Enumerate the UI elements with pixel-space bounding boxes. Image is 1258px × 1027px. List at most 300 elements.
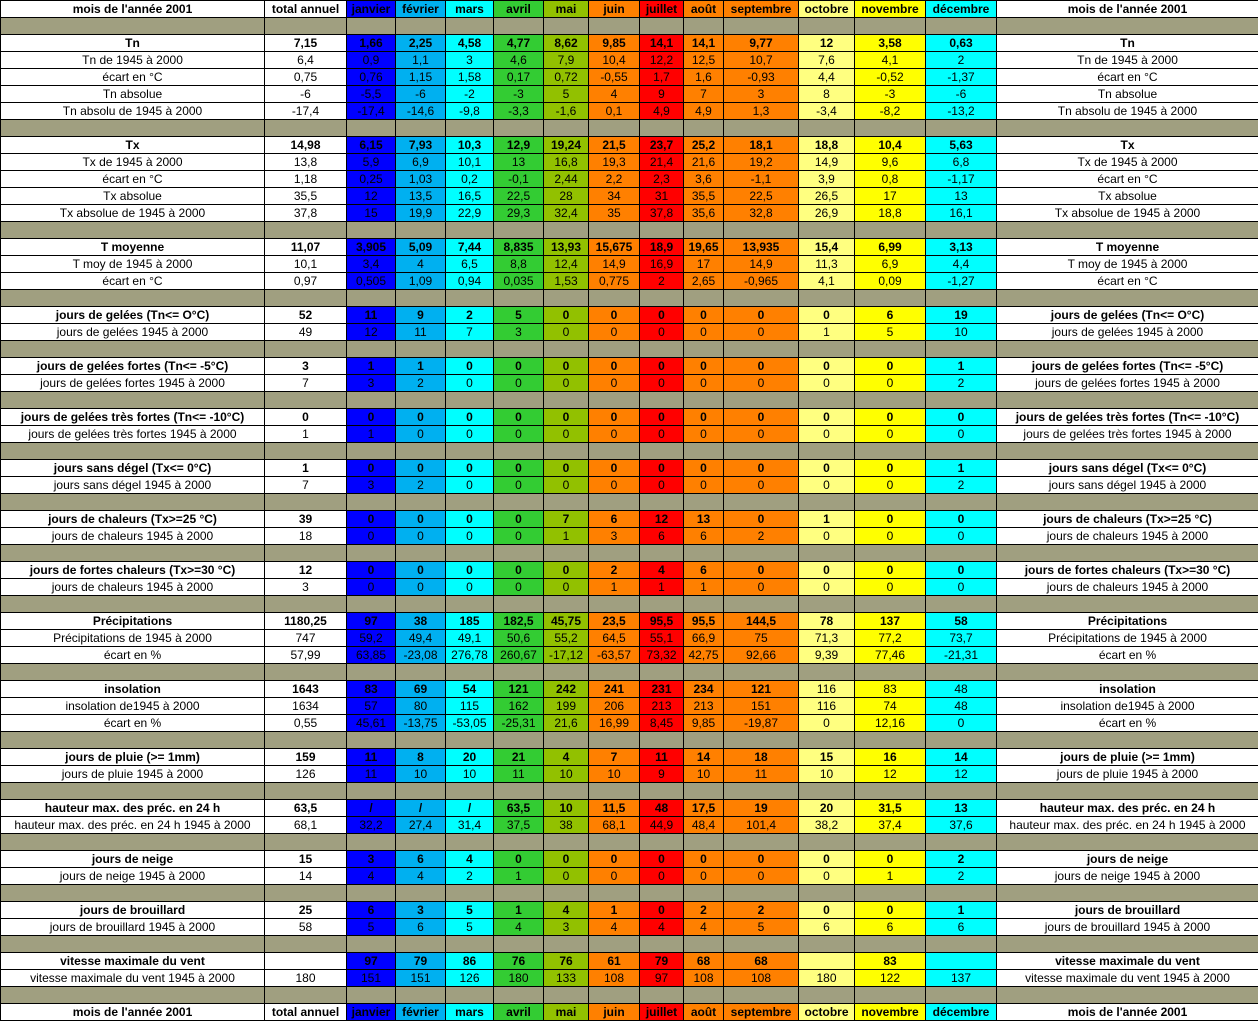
separator-cell: [724, 222, 799, 239]
month-value-2: 126: [446, 970, 494, 987]
separator-cell: [997, 732, 1258, 749]
month-value-8: 75: [724, 630, 799, 647]
separator-row: [1, 596, 1258, 613]
row-label: jours de neige: [1, 851, 265, 868]
separator-cell: [446, 885, 494, 902]
month-value-5: 35: [589, 205, 640, 222]
row-label-right: Précipitations: [997, 613, 1258, 630]
month-value-5: 19,3: [589, 154, 640, 171]
separator-cell: [589, 987, 640, 1004]
month-value-4: 0: [544, 375, 589, 392]
month-value-3: 22,5: [494, 188, 544, 205]
month-value-7: 6: [684, 562, 724, 579]
month-value-7: 10: [684, 766, 724, 783]
month-value-3: 182,5: [494, 613, 544, 630]
month-value-6: 1,7: [640, 69, 684, 86]
month-value-8: -0,965: [724, 273, 799, 290]
separator-cell: [265, 18, 347, 35]
row-label: insolation de1945 à 2000: [1, 698, 265, 715]
month-value-2: 49,1: [446, 630, 494, 647]
table-row: [1, 409, 1258, 426]
month-value-10: 83: [855, 681, 926, 698]
month-value-9: 20: [799, 800, 855, 817]
separator-cell: [684, 664, 724, 681]
month-value-7: 1,6: [684, 69, 724, 86]
month-value-4: 8,62: [544, 35, 589, 52]
month-value-4: 0,72: [544, 69, 589, 86]
separator-cell: [724, 987, 799, 1004]
separator-cell: [1, 664, 265, 681]
header-month-3: avril: [494, 1004, 544, 1021]
separator-cell: [265, 443, 347, 460]
separator-cell: [1, 783, 265, 800]
month-value-3: 37,5: [494, 817, 544, 834]
row-label-right: jours de chaleurs 1945 à 2000: [997, 579, 1258, 596]
month-value-8: 19: [724, 800, 799, 817]
month-value-7: 13: [684, 511, 724, 528]
month-value-10: 0: [855, 511, 926, 528]
table-row: [1, 511, 1258, 528]
month-value-5: 11,5: [589, 800, 640, 817]
month-value-3: -3: [494, 86, 544, 103]
month-value-6: 11: [640, 749, 684, 766]
row-label: Précipitations: [1, 613, 265, 630]
row-label: jours de chaleurs 1945 à 2000: [1, 528, 265, 545]
bottom-header-row: [1, 1004, 1258, 1021]
row-total: 63,5: [265, 800, 347, 817]
row-label: écart en %: [1, 715, 265, 732]
month-value-9: 116: [799, 681, 855, 698]
month-value-6: 0: [640, 902, 684, 919]
month-value-5: 9,85: [589, 35, 640, 52]
row-label-right: jours de gelées fortes 1945 à 2000: [997, 375, 1258, 392]
month-value-1: 11: [396, 324, 446, 341]
month-value-8: 19,2: [724, 154, 799, 171]
row-label-right: écart en °C: [997, 273, 1258, 290]
row-label-right: jours de pluie (>= 1mm): [997, 749, 1258, 766]
month-value-6: 97: [640, 970, 684, 987]
row-label: jours de brouillard 1945 à 2000: [1, 919, 265, 936]
row-total: 180: [265, 970, 347, 987]
month-value-1: 0: [396, 562, 446, 579]
row-label-right: jours de pluie 1945 à 2000: [997, 766, 1258, 783]
month-value-8: 0: [724, 477, 799, 494]
month-value-11: 0: [926, 579, 997, 596]
month-value-1: 4: [396, 868, 446, 885]
month-value-4: 10: [544, 800, 589, 817]
separator-cell: [589, 885, 640, 902]
month-value-1: 6: [396, 919, 446, 936]
separator-cell: [446, 664, 494, 681]
separator-cell: [997, 596, 1258, 613]
separator-cell: [724, 732, 799, 749]
month-value-11: 13: [926, 188, 997, 205]
separator-cell: [265, 222, 347, 239]
month-value-8: 22,5: [724, 188, 799, 205]
month-value-1: /: [396, 800, 446, 817]
month-value-9: 180: [799, 970, 855, 987]
month-value-0: -17,4: [347, 103, 396, 120]
row-label: jours de pluie 1945 à 2000: [1, 766, 265, 783]
month-value-10: 12: [855, 766, 926, 783]
month-value-6: 21,4: [640, 154, 684, 171]
separator-cell: [265, 834, 347, 851]
month-value-2: 10,1: [446, 154, 494, 171]
month-value-5: 14,9: [589, 256, 640, 273]
table-row: [1, 69, 1258, 86]
month-value-9: [799, 953, 855, 970]
header-month-6: juillet: [640, 1, 684, 18]
month-value-10: 10,4: [855, 137, 926, 154]
month-value-3: 1: [494, 868, 544, 885]
row-label: Tn: [1, 35, 265, 52]
separator-cell: [494, 885, 544, 902]
month-value-5: 0: [589, 426, 640, 443]
separator-cell: [997, 885, 1258, 902]
month-value-8: 10,7: [724, 52, 799, 69]
row-label-right: hauteur max. des préc. en 24 h 1945 à 2000: [997, 817, 1258, 834]
month-value-6: 0: [640, 409, 684, 426]
row-total: 6,4: [265, 52, 347, 69]
month-value-0: 0,505: [347, 273, 396, 290]
separator-cell: [446, 392, 494, 409]
separator-cell: [684, 732, 724, 749]
row-label: jours de chaleurs (Tx>=25 °C): [1, 511, 265, 528]
separator-cell: [589, 341, 640, 358]
header-month-11: décembre: [926, 1, 997, 18]
month-value-11: 5,63: [926, 137, 997, 154]
separator-cell: [494, 596, 544, 613]
month-value-0: 12: [347, 324, 396, 341]
month-value-1: 13,5: [396, 188, 446, 205]
separator-cell: [926, 392, 997, 409]
separator-cell: [640, 341, 684, 358]
separator-cell: [396, 18, 446, 35]
month-value-2: 0: [446, 579, 494, 596]
separator-cell: [684, 783, 724, 800]
separator-cell: [494, 783, 544, 800]
month-value-5: 68,1: [589, 817, 640, 834]
month-value-2: 6,5: [446, 256, 494, 273]
row-total: 14: [265, 868, 347, 885]
separator-cell: [494, 834, 544, 851]
month-value-1: 0: [396, 426, 446, 443]
month-value-11: 0,63: [926, 35, 997, 52]
row-label-right: Précipitations de 1945 à 2000: [997, 630, 1258, 647]
separator-cell: [446, 987, 494, 1004]
header-month-0: janvier: [347, 1, 396, 18]
month-value-7: 6: [684, 528, 724, 545]
separator-cell: [855, 18, 926, 35]
month-value-10: 18,8: [855, 205, 926, 222]
month-value-6: 0: [640, 851, 684, 868]
row-label: jours de fortes chaleurs (Tx>=30 °C): [1, 562, 265, 579]
separator-cell: [265, 732, 347, 749]
month-value-6: 37,8: [640, 205, 684, 222]
row-label-right: vitesse maximale du vent 1945 à 2000: [997, 970, 1258, 987]
month-value-3: 260,67: [494, 647, 544, 664]
month-value-11: -1,27: [926, 273, 997, 290]
row-label-right: écart en %: [997, 715, 1258, 732]
month-value-11: 48: [926, 681, 997, 698]
row-label-right: jours de gelées (Tn<= O°C): [997, 307, 1258, 324]
separator-cell: [396, 392, 446, 409]
month-value-0: 15: [347, 205, 396, 222]
separator-cell: [589, 290, 640, 307]
month-value-2: 4,58: [446, 35, 494, 52]
separator-cell: [544, 936, 589, 953]
month-value-5: 4: [589, 86, 640, 103]
month-value-7: 66,9: [684, 630, 724, 647]
month-value-11: 58: [926, 613, 997, 630]
row-total: 7,15: [265, 35, 347, 52]
row-total: 58: [265, 919, 347, 936]
month-value-3: 0: [494, 851, 544, 868]
separator-cell: [855, 290, 926, 307]
month-value-1: -6: [396, 86, 446, 103]
month-value-4: 45,75: [544, 613, 589, 630]
month-value-11: 6: [926, 919, 997, 936]
separator-cell: [589, 783, 640, 800]
month-value-1: 10: [396, 766, 446, 783]
month-value-9: 1: [799, 511, 855, 528]
month-value-1: 38: [396, 613, 446, 630]
month-value-3: 4,6: [494, 52, 544, 69]
row-label-right: Tx absolue de 1945 à 2000: [997, 205, 1258, 222]
month-value-10: 0,09: [855, 273, 926, 290]
month-value-3: 8,835: [494, 239, 544, 256]
month-value-10: 6: [855, 307, 926, 324]
month-value-11: 73,7: [926, 630, 997, 647]
separator-cell: [855, 834, 926, 851]
month-value-8: 108: [724, 970, 799, 987]
header-month-8: septembre: [724, 1, 799, 18]
row-label-right: écart en %: [997, 647, 1258, 664]
separator-cell: [446, 341, 494, 358]
month-value-5: 10,4: [589, 52, 640, 69]
table-row: [1, 52, 1258, 69]
month-value-4: 133: [544, 970, 589, 987]
table-row: [1, 103, 1258, 120]
month-value-0: 0,9: [347, 52, 396, 69]
separator-cell: [265, 596, 347, 613]
separator-cell: [799, 596, 855, 613]
separator-row: [1, 885, 1258, 902]
separator-cell: [1, 341, 265, 358]
row-label-right: T moyenne: [997, 239, 1258, 256]
header-label-left: mois de l'année 2001: [1, 1, 265, 18]
row-label: T moy de 1945 à 2000: [1, 256, 265, 273]
separator-cell: [347, 18, 396, 35]
row-label: jours de gelées (Tn<= O°C): [1, 307, 265, 324]
table-row: [1, 35, 1258, 52]
month-value-11: 0: [926, 562, 997, 579]
month-value-9: 10: [799, 766, 855, 783]
separator-cell: [855, 341, 926, 358]
month-value-4: 1,53: [544, 273, 589, 290]
month-value-8: 0: [724, 511, 799, 528]
month-value-8: 0: [724, 426, 799, 443]
separator-cell: [589, 596, 640, 613]
table-row: [1, 647, 1258, 664]
month-value-2: 185: [446, 613, 494, 630]
month-value-6: 213: [640, 698, 684, 715]
row-label-right: jours de gelées très fortes 1945 à 2000: [997, 426, 1258, 443]
separator-cell: [997, 290, 1258, 307]
separator-cell: [640, 783, 684, 800]
month-value-4: 1: [544, 528, 589, 545]
month-value-4: 16,8: [544, 154, 589, 171]
month-value-2: 3: [446, 52, 494, 69]
table-row: [1, 137, 1258, 154]
separator-cell: [265, 341, 347, 358]
separator-cell: [799, 494, 855, 511]
month-value-6: 0: [640, 307, 684, 324]
separator-cell: [265, 783, 347, 800]
table-row: [1, 630, 1258, 647]
month-value-7: 19,65: [684, 239, 724, 256]
row-label: Tn de 1945 à 2000: [1, 52, 265, 69]
separator-cell: [799, 936, 855, 953]
month-value-0: 57: [347, 698, 396, 715]
separator-cell: [684, 392, 724, 409]
separator-cell: [855, 783, 926, 800]
separator-cell: [589, 664, 640, 681]
month-value-0: 3: [347, 375, 396, 392]
month-value-1: 7,93: [396, 137, 446, 154]
month-value-0: 3,4: [347, 256, 396, 273]
month-value-8: 1,3: [724, 103, 799, 120]
month-value-2: 86: [446, 953, 494, 970]
month-value-8: 0: [724, 324, 799, 341]
month-value-5: 241: [589, 681, 640, 698]
month-value-8: -0,93: [724, 69, 799, 86]
month-value-5: 3: [589, 528, 640, 545]
separator-cell: [396, 222, 446, 239]
row-label-right: vitesse maximale du vent: [997, 953, 1258, 970]
month-value-5: 0: [589, 477, 640, 494]
header-month-4: mai: [544, 1, 589, 18]
table-row: [1, 239, 1258, 256]
separator-cell: [684, 18, 724, 35]
month-value-10: 6: [855, 919, 926, 936]
month-value-4: 38: [544, 817, 589, 834]
month-value-9: 0: [799, 358, 855, 375]
separator-cell: [544, 834, 589, 851]
separator-cell: [544, 120, 589, 137]
month-value-5: 108: [589, 970, 640, 987]
separator-cell: [494, 545, 544, 562]
month-value-1: 6,9: [396, 154, 446, 171]
separator-cell: [1, 494, 265, 511]
separator-cell: [724, 443, 799, 460]
month-value-3: 12,9: [494, 137, 544, 154]
separator-cell: [446, 834, 494, 851]
month-value-6: 18,9: [640, 239, 684, 256]
separator-row: [1, 341, 1258, 358]
row-total: 1,18: [265, 171, 347, 188]
row-label: jours de chaleurs 1945 à 2000: [1, 579, 265, 596]
month-value-4: 7,9: [544, 52, 589, 69]
month-value-8: 151: [724, 698, 799, 715]
month-value-7: 7: [684, 86, 724, 103]
separator-cell: [724, 290, 799, 307]
separator-cell: [347, 596, 396, 613]
separator-cell: [396, 120, 446, 137]
header-total: total annuel: [265, 1, 347, 18]
separator-cell: [544, 732, 589, 749]
month-value-11: 14: [926, 749, 997, 766]
separator-cell: [997, 222, 1258, 239]
month-value-7: 68: [684, 953, 724, 970]
separator-cell: [396, 545, 446, 562]
separator-row: [1, 494, 1258, 511]
header-month-0: janvier: [347, 1004, 396, 1021]
separator-cell: [1, 120, 265, 137]
separator-cell: [997, 443, 1258, 460]
month-value-1: 0: [396, 579, 446, 596]
month-value-4: 28: [544, 188, 589, 205]
month-value-1: 1,15: [396, 69, 446, 86]
month-value-6: 0: [640, 868, 684, 885]
table-row: [1, 715, 1258, 732]
month-value-8: 92,66: [724, 647, 799, 664]
month-value-8: 9,77: [724, 35, 799, 52]
month-value-4: 0: [544, 562, 589, 579]
month-value-8: 0: [724, 579, 799, 596]
month-value-11: 16,1: [926, 205, 997, 222]
row-total: 11,07: [265, 239, 347, 256]
month-value-10: -8,2: [855, 103, 926, 120]
month-value-9: 1: [799, 324, 855, 341]
separator-cell: [684, 443, 724, 460]
row-label: jours de pluie (>= 1mm): [1, 749, 265, 766]
row-total: 10,1: [265, 256, 347, 273]
month-value-6: 9: [640, 766, 684, 783]
separator-row: [1, 664, 1258, 681]
table-row: [1, 766, 1258, 783]
month-value-0: 6,15: [347, 137, 396, 154]
separator-cell: [855, 885, 926, 902]
month-value-11: 0: [926, 511, 997, 528]
month-value-7: 42,75: [684, 647, 724, 664]
separator-cell: [724, 834, 799, 851]
month-value-7: 25,2: [684, 137, 724, 154]
month-value-2: -2: [446, 86, 494, 103]
separator-cell: [396, 885, 446, 902]
month-value-7: 4: [684, 919, 724, 936]
separator-cell: [396, 664, 446, 681]
month-value-4: 19,24: [544, 137, 589, 154]
month-value-11: -6: [926, 86, 997, 103]
separator-cell: [724, 392, 799, 409]
separator-cell: [684, 987, 724, 1004]
row-label-right: jours de brouillard 1945 à 2000: [997, 919, 1258, 936]
row-total: -17,4: [265, 103, 347, 120]
month-value-3: 76: [494, 953, 544, 970]
month-value-6: 231: [640, 681, 684, 698]
separator-cell: [799, 18, 855, 35]
separator-cell: [1, 936, 265, 953]
month-value-9: 0: [799, 902, 855, 919]
month-value-4: 0: [544, 409, 589, 426]
separator-cell: [997, 341, 1258, 358]
separator-cell: [855, 120, 926, 137]
separator-cell: [640, 392, 684, 409]
month-value-0: -5,5: [347, 86, 396, 103]
month-value-3: 29,3: [494, 205, 544, 222]
separator-cell: [926, 545, 997, 562]
